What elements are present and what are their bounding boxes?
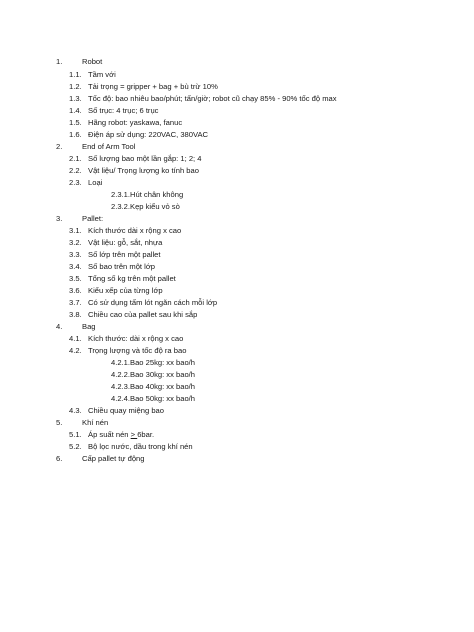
item-number: 5.	[56, 418, 63, 427]
item-text: Cấp pallet tự động	[82, 454, 145, 463]
item-number: 1.1.	[69, 70, 82, 79]
outline-item	[56, 214, 103, 224]
item-number: 3.2.	[69, 238, 82, 247]
item-text: Số trục: 4 trục; 6 trục	[88, 106, 159, 115]
item-text: Điện áp sử dụng: 220VAC, 380VAC	[88, 130, 209, 139]
item-number: 4.3.	[69, 406, 82, 415]
outline-item	[69, 406, 164, 416]
item-number: 3.7.	[69, 298, 82, 307]
outline-item	[69, 262, 155, 272]
outline-item	[111, 394, 195, 404]
item-number: 2.1.	[69, 154, 82, 163]
item-number: 4.1.	[69, 334, 82, 343]
item-text: Số lớp trên một pallet	[88, 250, 161, 259]
outline-item	[69, 70, 116, 80]
item-number: 3.3.	[69, 250, 82, 259]
item-text: Bộ lọc nước, dầu trong khí nén	[88, 442, 193, 451]
outline-item	[69, 346, 186, 356]
item-number: 3.5.	[69, 274, 82, 283]
outline-item	[111, 202, 180, 212]
item-text: Pallet:	[82, 214, 104, 223]
item-text: Robot	[82, 57, 103, 66]
item-text: Vật liệu: gỗ, sắt, nhựa	[88, 238, 163, 247]
item-number: 1.4.	[69, 106, 82, 115]
outline-item	[69, 94, 337, 104]
outline-item	[69, 442, 193, 452]
gte-symbol: >	[130, 430, 138, 439]
item-text: Số lượng bao một lần gắp: 1; 2; 4	[88, 154, 202, 163]
outline-item	[69, 82, 218, 92]
item-text: Loại	[88, 178, 103, 187]
outline-item	[69, 226, 181, 236]
item-text: Khí nén	[82, 418, 109, 427]
item-number: 3.4.	[69, 262, 82, 271]
item-text: 4.2.1.Bao 25kg: xx bao/h	[111, 358, 196, 367]
outline-item	[69, 238, 162, 248]
item-text: 4.2.2.Bao 30kg: xx bao/h	[111, 370, 196, 379]
item-text: Kích thước: dài x rộng x cao	[88, 334, 184, 343]
outline-item	[69, 130, 208, 140]
item-text: Kích thước dài x rộng x cao	[88, 226, 182, 235]
item-text: Chiều cao của pallet sau khi sắp	[88, 310, 198, 319]
outline-item	[56, 57, 102, 67]
item-text: 4.2.4.Bao 50kg: xx bao/h	[111, 394, 196, 403]
outline-item	[69, 310, 197, 320]
item-number: 5.1.	[69, 430, 82, 439]
outline-item	[69, 430, 154, 440]
item-text: Hãng robot: yaskawa, fanuc	[88, 118, 183, 127]
item-text: Tốc độ: bao nhiêu bao/phút; tấn/giờ; robot cũ chạy 85% - 90% tốc độ max	[88, 94, 337, 103]
item-number: 2.	[56, 142, 63, 151]
outline-item	[69, 118, 182, 128]
item-text: 2.3.1.Hút chân không	[111, 190, 184, 199]
item-text: Chiều quay miệng bao	[88, 406, 164, 415]
item-text: Tổng số kg trên một pallet	[88, 274, 176, 283]
item-number: 6.	[56, 454, 63, 463]
outline-item	[69, 298, 217, 308]
outline-item	[69, 334, 183, 344]
item-number: 3.8.	[69, 310, 82, 319]
outline-item	[69, 178, 102, 188]
item-number: 3.6.	[69, 286, 82, 295]
item-number: 4.2.	[69, 346, 82, 355]
item-number: 1.5.	[69, 118, 82, 127]
item-text: 4.2.3.Bao 40kg: xx bao/h	[111, 382, 196, 391]
item-number: 3.1.	[69, 226, 82, 235]
item-text: 2.3.2.Kẹp kiểu vỏ sò	[111, 202, 180, 211]
outline-item	[69, 166, 199, 176]
outline-item	[69, 106, 158, 116]
item-text-suffix: 6bar.	[137, 430, 155, 439]
outline-item	[56, 142, 135, 152]
outline-item	[69, 286, 163, 296]
item-text: Số bao trên một lớp	[88, 262, 156, 271]
outline-item	[69, 274, 176, 284]
item-number: 1.6.	[69, 130, 82, 139]
item-text: Có sử dụng tấm lót ngăn cách mỗi lớp	[88, 298, 218, 307]
item-text: Kiểu xếp của từng lớp	[88, 286, 163, 295]
outline-item	[111, 382, 195, 392]
item-text: End of Arm Tool	[82, 142, 136, 151]
outline-item	[69, 154, 202, 164]
item-number: 2.3.	[69, 178, 82, 187]
outline-item	[111, 358, 195, 368]
item-text: Vật liệu/ Trọng lượng ko tính bao	[88, 166, 199, 175]
outline-item	[111, 370, 195, 380]
outline-item	[56, 454, 145, 464]
item-number: 4.	[56, 322, 63, 331]
item-number: 2.2.	[69, 166, 82, 175]
item-text: Trọng lượng và tốc độ ra bao	[88, 346, 187, 355]
outline-item	[56, 322, 96, 332]
item-text: Áp suất nén	[88, 430, 131, 439]
item-text: Tải trọng = gripper + bag + bù trừ 10%	[88, 82, 218, 91]
item-number: 3.	[56, 214, 63, 223]
item-number: 1.3.	[69, 94, 82, 103]
item-text: Tầm với	[88, 70, 116, 79]
outline-item	[69, 250, 161, 260]
outline-item	[56, 418, 108, 428]
item-number: 1.2.	[69, 82, 82, 91]
item-number: 5.2.	[69, 442, 82, 451]
item-text: Bag	[82, 322, 96, 331]
item-number: 1.	[56, 57, 63, 66]
outline-item	[111, 190, 183, 200]
